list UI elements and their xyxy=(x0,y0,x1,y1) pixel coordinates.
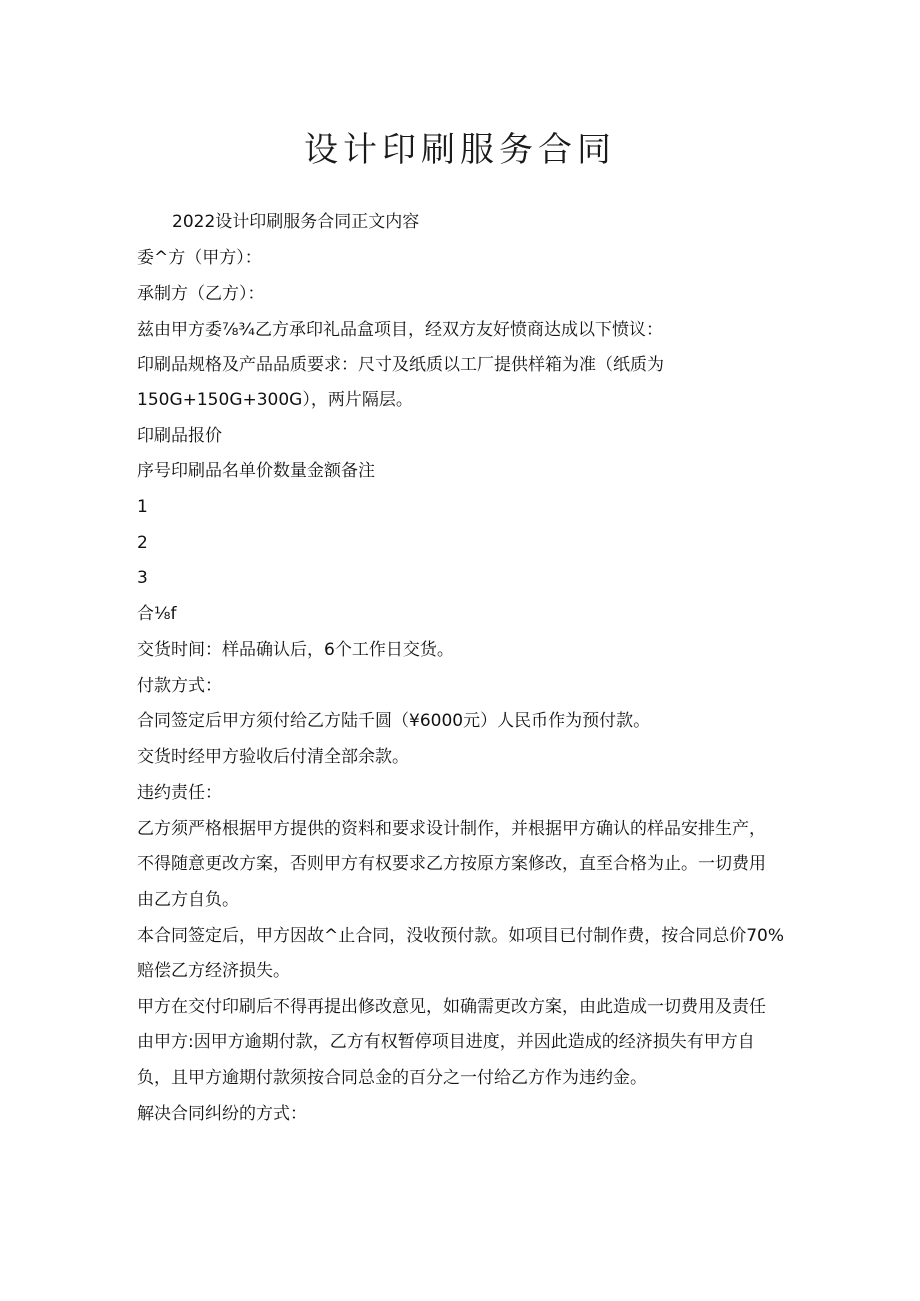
liability-para-1: 乙方须严格根据甲方提供的资料和要求设计制作，并根据甲方确认的样品安排生产， xyxy=(137,819,766,839)
document-subtitle: 2022设计印刷服务合同正文内容 xyxy=(172,212,420,232)
liability-para-1-end: 由乙方自负。 xyxy=(137,890,239,910)
liability-heading: 违约责任： xyxy=(137,783,222,803)
liability-para-1-cont: 不得随意更改方案，否则甲方有权要求乙方按原方案修改，直至合格为止。一切费用 xyxy=(137,854,766,874)
party-b-line: 承制方（乙方）： xyxy=(137,284,265,304)
quote-row-3: 3 xyxy=(137,568,148,588)
dispute-heading: 解决合同纠纷的方式： xyxy=(137,1104,307,1124)
quote-total: 合⅛f xyxy=(137,604,177,624)
liability-para-2: 本合同签定后，甲方因故^止合同，没收预付款。如项目已付制作费，按合同总价70% xyxy=(137,926,785,946)
liability-para-3: 甲方在交付印刷后不得再提出修改意见，如确需更改方案，由此造成一切费用及责任 xyxy=(137,997,766,1017)
quote-table-header: 序号印刷品名单价数量金额备注 xyxy=(137,461,375,481)
quote-heading: 印刷品报价 xyxy=(137,426,222,446)
liability-para-3-cont: 由甲方:因甲方逾期付款，乙方有权暂停项目进度，并因此造成的经济损失有甲方自 xyxy=(137,1032,755,1052)
payment-advance: 合同签定后甲方须付给乙方陆千圆（¥6000元）人民币作为预付款。 xyxy=(137,711,651,731)
liability-para-3-end: 负，且甲方逾期付款须按合同总金的百分之一付给乙方作为违约金。 xyxy=(137,1068,647,1088)
payment-heading: 付款方式： xyxy=(137,676,222,696)
liability-para-2-end: 赔偿乙方经济损失。 xyxy=(137,961,290,981)
payment-balance: 交货时经甲方验收后付清全部余款。 xyxy=(137,747,409,767)
spec-line: 印刷品规格及产品品质要求：尺寸及纸质以工厂提供样箱为准（纸质为 xyxy=(137,355,664,375)
delivery-time: 交货时间：样品确认后，6个工作日交货。 xyxy=(137,640,454,660)
intro-line: 兹由甲方委⅞¾乙方承印礼品盒项目，经双方友好愤商达成以下愤议： xyxy=(137,320,663,340)
spec-line-cont: 150G+150G+300G），两片隔层。 xyxy=(137,390,413,410)
quote-row-1: 1 xyxy=(137,497,148,517)
party-a-line: 委^方（甲方）： xyxy=(137,248,262,268)
document-title: 设计印刷服务合同 xyxy=(304,130,616,170)
quote-row-2: 2 xyxy=(137,533,148,553)
